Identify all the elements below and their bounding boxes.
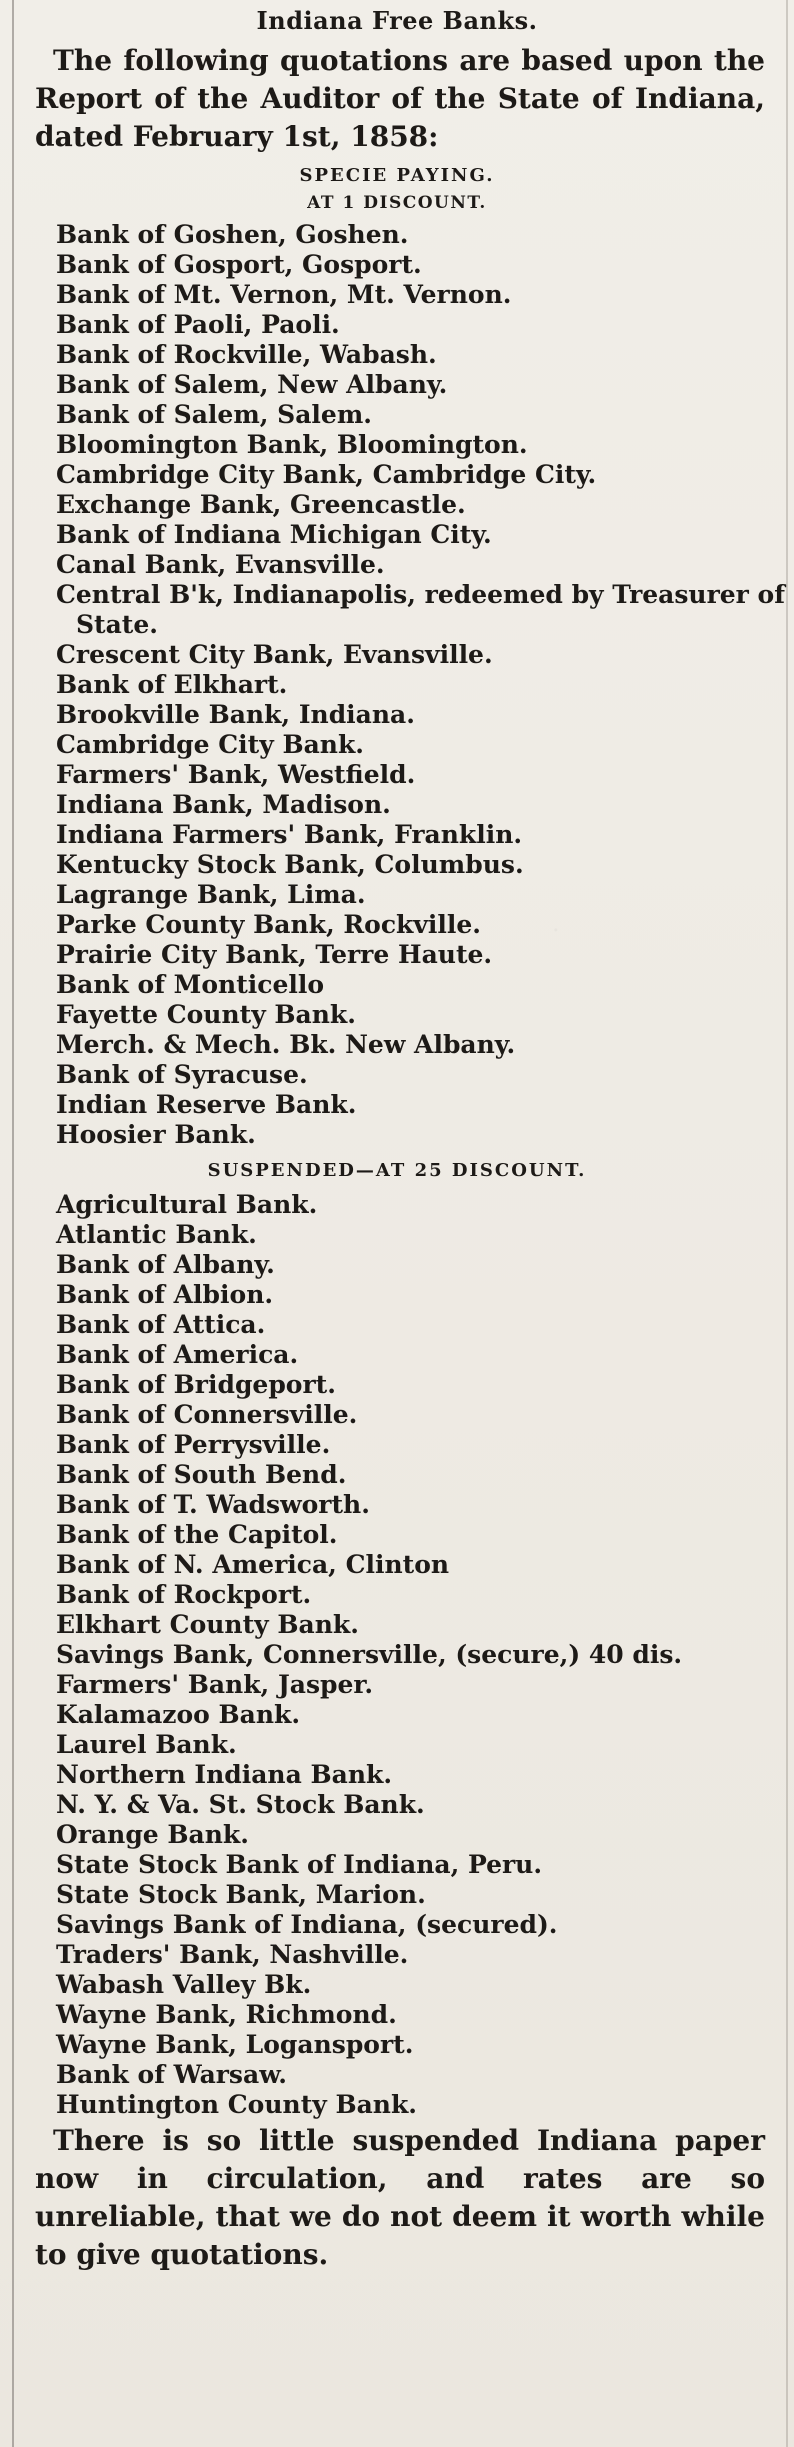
specie-heading: SPECIE PAYING. — [299, 165, 495, 186]
specie-bank-entry: Lagrange Bank, Lima. — [56, 880, 366, 909]
intro-paragraph: The following quotations are based upon the Report of the Auditor of the State of Indiana, dated February 1st, 1858: — [35, 44, 765, 153]
specie-bank-entry: Indian Reserve Bank. — [56, 1090, 357, 1119]
suspended-bank-entry: Wabash Valley Bk. — [56, 1970, 312, 1999]
suspended-bank-entry: Bank of Attica. — [56, 1310, 266, 1339]
suspended-bank-entry: Savings Bank, Connersville, (secure,) 40 dis. — [56, 1640, 683, 1669]
suspended-bank-entry: Bank of the Capitol. — [56, 1520, 338, 1549]
specie-bank-entry: Bank of Elkhart. — [56, 670, 288, 699]
suspended-bank-entry: Bank of Albion. — [56, 1280, 274, 1309]
specie-bank-entry: Cambridge City Bank, Cambridge City. — [56, 460, 597, 489]
specie-bank-entry: Bank of Goshen, Goshen. — [56, 220, 409, 249]
specie-bank-entry: Prairie City Bank, Terre Haute. — [56, 940, 493, 969]
specie-bank-entry: Central B'k, Indianapolis, redeemed by Treasurer of State. — [56, 580, 785, 639]
specie-bank-entry: Merch. & Mech. Bk. New Albany. — [56, 1030, 516, 1059]
specie-subheading: AT 1 DISCOUNT. — [307, 193, 487, 213]
specie-bank-entry: Exchange Bank, Greencastle. — [56, 490, 466, 519]
specie-bank-entry: Bank of Mt. Vernon, Mt. Vernon. — [56, 280, 512, 309]
specie-bank-entry: Indiana Bank, Madison. — [56, 790, 391, 819]
suspended-heading: SUSPENDED—AT 25 DISCOUNT. — [207, 1160, 587, 1181]
suspended-bank-entry: Agricultural Bank. — [56, 1190, 318, 1219]
specie-bank-entry: Brookville Bank, Indiana. — [56, 700, 415, 729]
suspended-bank-entry: Bank of T. Wadsworth. — [56, 1490, 370, 1519]
specie-bank-entry: Bank of Indiana Michigan City. — [56, 520, 492, 549]
suspended-bank-entry: Laurel Bank. — [56, 1730, 237, 1759]
specie-bank-entry: Kentucky Stock Bank, Columbus. — [56, 850, 524, 879]
specie-bank-entry: Parke County Bank, Rockville. — [56, 910, 481, 939]
specie-bank-list — [0, 220, 794, 1150]
suspended-bank-entry: Huntington County Bank. — [56, 2090, 418, 2119]
suspended-bank-entry: Bank of Bridgeport. — [56, 1370, 336, 1399]
specie-bank-entry: Cambridge City Bank. — [56, 730, 364, 759]
right-column-rule — [786, 0, 788, 2447]
suspended-bank-entry: N. Y. & Va. St. Stock Bank. — [56, 1790, 425, 1819]
suspended-bank-entry: Bank of Rockport. — [56, 1580, 312, 1609]
suspended-bank-entry: Bank of Connersville. — [56, 1400, 358, 1429]
suspended-bank-entry: Bank of South Bend. — [56, 1460, 347, 1489]
suspended-bank-entry: Orange Bank. — [56, 1820, 249, 1849]
suspended-bank-entry: Bank of America. — [56, 1340, 299, 1369]
article-title: Indiana Free Banks. — [256, 6, 538, 35]
specie-bank-entry: Bank of Monticello — [56, 970, 325, 999]
suspended-bank-entry: Elkhart County Bank. — [56, 1610, 359, 1639]
specie-bank-entry: Crescent City Bank, Evansville. — [56, 640, 493, 669]
suspended-bank-entry: Wayne Bank, Richmond. — [56, 2000, 397, 2029]
suspended-bank-entry: Atlantic Bank. — [56, 1220, 257, 1249]
specie-bank-entry: Fayette County Bank. — [56, 1000, 356, 1029]
specie-bank-entry: Bloomington Bank, Bloomington. — [56, 430, 528, 459]
specie-bank-entry: Bank of Rockville, Wabash. — [56, 340, 437, 369]
suspended-bank-entry: Traders' Bank, Nashville. — [56, 1940, 409, 1969]
specie-bank-entry: Indiana Farmers' Bank, Franklin. — [56, 820, 523, 849]
suspended-bank-list — [0, 1190, 794, 2120]
suspended-bank-entry: State Stock Bank, Marion. — [56, 1880, 426, 1909]
specie-bank-entry: Bank of Paoli, Paoli. — [56, 310, 340, 339]
specie-bank-entry: Canal Bank, Evansville. — [56, 550, 385, 579]
specie-bank-entry: Bank of Gosport, Gosport. — [56, 250, 422, 279]
suspended-bank-entry: Savings Bank of Indiana, (secured). — [56, 1910, 558, 1939]
suspended-bank-entry: State Stock Bank of Indiana, Peru. — [56, 1850, 543, 1879]
suspended-bank-entry: Bank of N. America, Clinton — [56, 1550, 450, 1579]
suspended-bank-entry: Wayne Bank, Logansport. — [56, 2030, 414, 2059]
specie-bank-entry: Hoosier Bank. — [56, 1120, 256, 1149]
suspended-bank-entry: Kalamazoo Bank. — [56, 1700, 301, 1729]
suspended-bank-entry: Northern Indiana Bank. — [56, 1760, 393, 1789]
specie-bank-entry: Bank of Salem, Salem. — [56, 400, 372, 429]
left-column-rule — [12, 0, 14, 2447]
suspended-bank-entry: Bank of Warsaw. — [56, 2060, 287, 2089]
specie-bank-entry: Farmers' Bank, Westfield. — [56, 760, 416, 789]
closing-paragraph: There is so little suspended Indiana paper now in circulation, and rates are so unreliable, that we do not deem it worth while to give quotations. — [35, 2124, 765, 2271]
specie-bank-entry: Bank of Syracuse. — [56, 1060, 308, 1089]
specie-bank-entry: Bank of Salem, New Albany. — [56, 370, 448, 399]
suspended-bank-entry: Bank of Perrysville. — [56, 1430, 331, 1459]
suspended-bank-entry: Farmers' Bank, Jasper. — [56, 1670, 374, 1699]
suspended-bank-entry: Bank of Albany. — [56, 1250, 275, 1279]
